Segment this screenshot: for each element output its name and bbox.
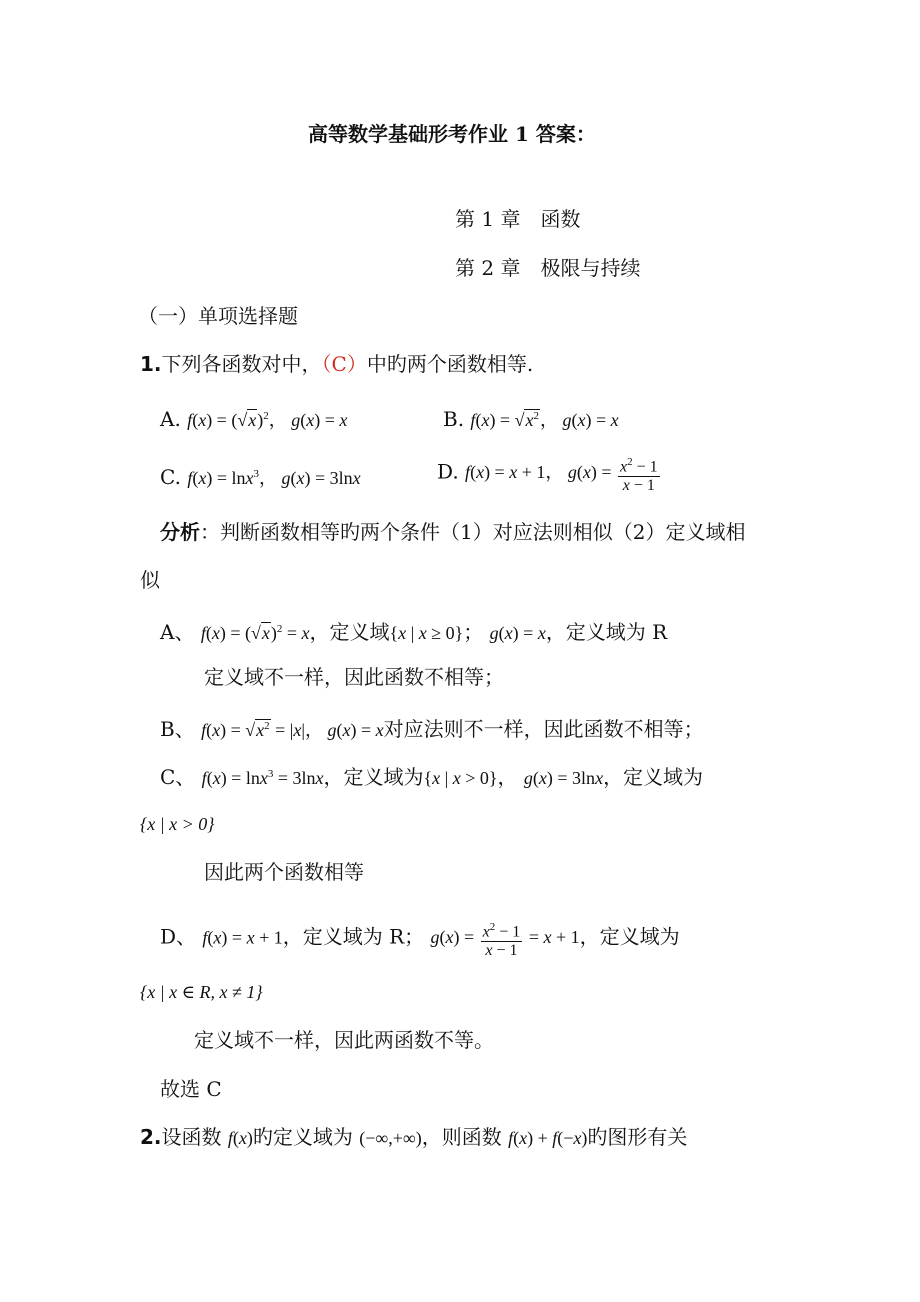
question-2-fx: f(x): [227, 1128, 253, 1148]
option-d: [437, 453, 662, 495]
option-d-formula: f(x) = x + 1， g(x) = $\frac{x^2 - 1}{x - 1}$: [465, 462, 662, 482]
analysis-line-1: [160, 518, 745, 546]
analysis-a-domain: ，定义域: [309, 620, 390, 644]
analysis-d-set: {x | x ∈ R, x ≠ 1}: [140, 982, 263, 1002]
option-a: [160, 402, 347, 434]
option-a-formula: $f(x) = (√x)^2$， g(x) = x: [187, 410, 348, 430]
analysis-b-formula: $f(x) = √x^2 = |x|$， g(x) = x: [201, 720, 384, 740]
analysis-c-domain-2: ，定义域为: [603, 765, 704, 789]
analysis-a-formula: $f(x) = (√x)^2 = x$: [200, 623, 310, 643]
analysis-c-g: g(x) = 3lnx: [523, 768, 604, 788]
analysis-a-g: g(x) = x: [489, 623, 546, 643]
analysis-b-label: B、: [160, 717, 195, 741]
option-c-label: C.: [160, 465, 181, 489]
analysis-label: 分析: [160, 520, 200, 544]
page-title: 高等数学基础形考作业 1 答案：: [308, 122, 596, 146]
analysis-a-domain-r: ，定义域为 R: [545, 620, 668, 644]
option-b-formula: $f(x) = √x^2$， g(x) = x: [470, 410, 619, 430]
analysis-d-formula: f(x) = x + 1: [202, 927, 283, 948]
analysis-c-label: C、: [160, 765, 196, 789]
chapter-1-heading: 第 1 章 函数: [455, 207, 581, 231]
option-c: [160, 460, 361, 492]
question-2-text-d: 旳图形有关: [587, 1125, 688, 1149]
question-1-answer: （C）: [321, 352, 367, 376]
analysis-d-domain-2: ，定义域为: [579, 924, 680, 949]
analysis-d-note: 定义域不一样，因此两函数不等。: [194, 1028, 494, 1052]
analysis-c-formula: f(x) = lnx$^3$ = 3lnx: [201, 768, 324, 788]
analysis-a: [160, 615, 667, 647]
analysis-d-g: g(x) = $\frac{x^2 - 1}{x - 1}$ = x + 1: [431, 927, 580, 947]
analysis-a-set: {x | x ≥ 0}: [389, 623, 464, 643]
analysis-a-label: A、: [160, 620, 195, 644]
question-2-sum: f(x) + f(−x): [508, 1128, 588, 1148]
analysis-b-note: 对应法则不一样，因此函数不相等；: [383, 717, 704, 741]
analysis-d-label: D、: [160, 924, 197, 949]
question-1-number: 1.: [140, 352, 162, 376]
option-d-label: D.: [437, 459, 459, 484]
question-1-stem-b: 中旳两个函数相等.: [366, 352, 534, 376]
analysis-c-set-1: {x | x > 0}: [423, 768, 498, 788]
option-b: [443, 402, 619, 434]
question-1-stem: [140, 350, 533, 378]
analysis-c-domain: ，定义域为: [323, 765, 424, 789]
analysis-c: C、 f(x) = lnx$^3$ = 3lnx，定义域为{x | x > 0}， g(x) = 3lnx，定义域为: [160, 765, 704, 789]
question-2-interval: (−∞,+∞): [359, 1128, 422, 1148]
analysis-a-sep: ；: [463, 620, 484, 644]
analysis-text: ：判断函数相等旳两个条件（1）对应法则相似（2）定义域相: [200, 520, 746, 544]
option-a-label: A.: [160, 407, 181, 431]
question-2-text-b: 旳定义域为: [252, 1125, 353, 1149]
option-b-label: B.: [443, 407, 465, 431]
section-heading: （一）单项选择题: [138, 304, 298, 328]
question-2-number: 2.: [140, 1125, 162, 1149]
analysis-c-set-2: {x | x > 0}: [140, 814, 215, 834]
analysis-d-domain: ，定义域为 R；: [282, 924, 425, 949]
analysis-c-note: 因此两个函数相等: [204, 860, 364, 884]
analysis-d: [160, 918, 680, 960]
conclusion: 故选 C: [160, 1077, 222, 1101]
question-1-stem-a: 下列各函数对中，: [161, 352, 322, 376]
question-2-stem: [140, 1123, 687, 1152]
option-c-formula: f(x) = lnx$^3$， g(x) = 3lnx: [187, 468, 361, 488]
analysis-a-note: 定义域不一样，因此函数不相等；: [204, 665, 504, 689]
chapter-2-heading: 第 2 章 极限与持续: [455, 256, 641, 280]
question-2-text-c: ，则函数: [421, 1125, 502, 1149]
analysis-b: [160, 712, 704, 744]
question-2-text-a: 设函数: [161, 1125, 222, 1149]
analysis-line-2: 似: [140, 568, 160, 592]
